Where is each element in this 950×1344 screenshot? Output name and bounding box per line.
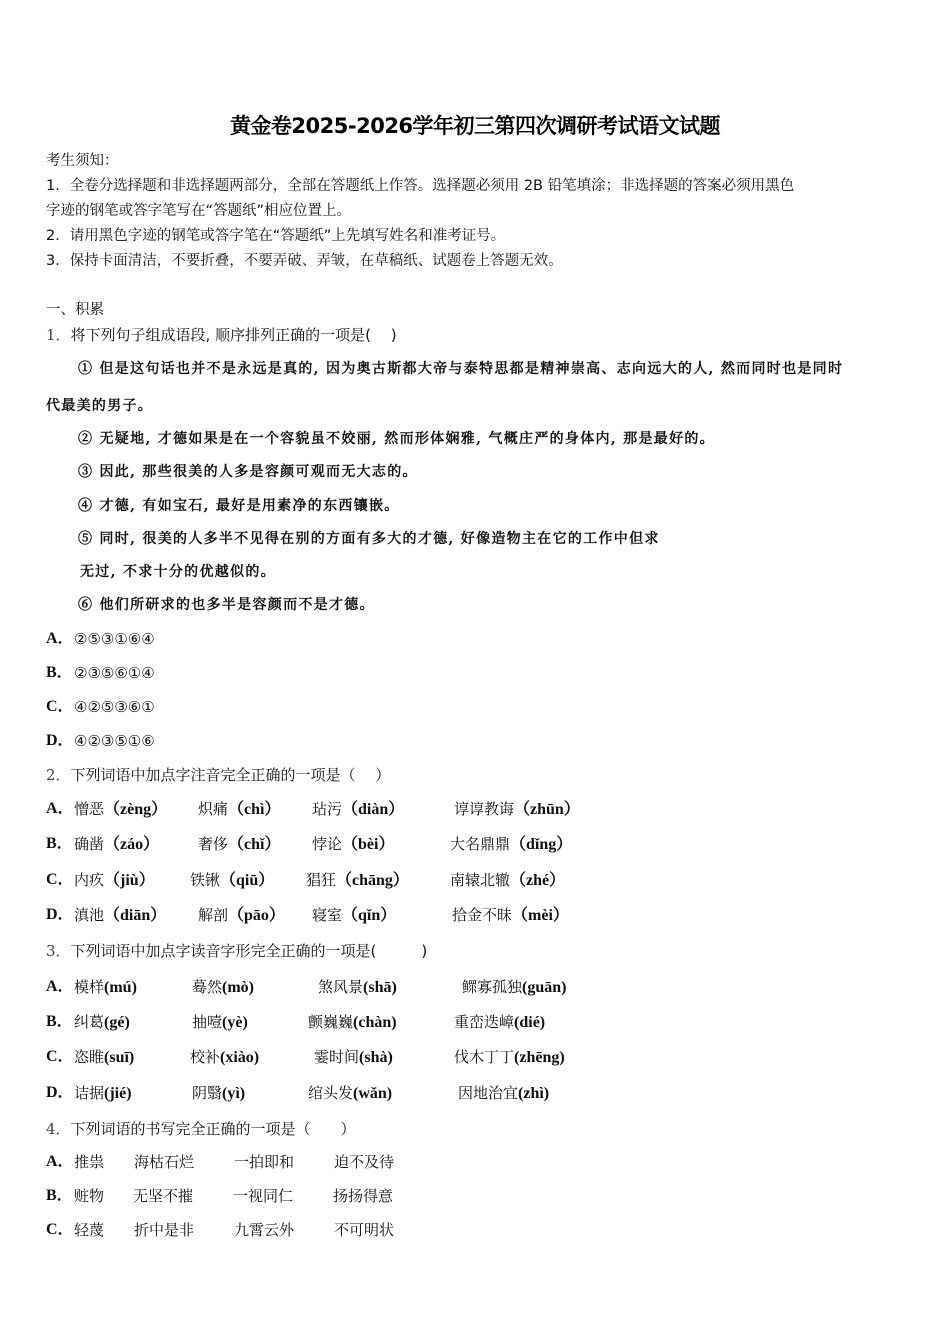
option-word: 九霄云外 [234, 1221, 295, 1239]
option-item: 霎时间(shà) [314, 1048, 393, 1066]
page-title: 黄金卷2025-2026学年初三第四次调研考试语文试题 [229, 114, 721, 138]
sentence-6: ⑥ 他们所研求的也多半是容颜而不是才德。 [78, 597, 375, 613]
option-item: 拾金不昧（mèi） [452, 906, 569, 924]
option-label: B． [46, 664, 73, 681]
section-heading: 一、积累 [46, 302, 104, 318]
option-label: A． [46, 1153, 74, 1170]
question-number: 3． [46, 942, 71, 960]
option-item: 纠葛(gé) [74, 1013, 130, 1031]
sentence-1-cont: 代最美的男子。 [46, 398, 154, 414]
option-item: 诘据(jié) [74, 1084, 132, 1102]
option-item: 阴翳(yì) [192, 1084, 246, 1102]
option-c[interactable] [46, 1046, 646, 1068]
option-word: 海枯石烂 [134, 1153, 195, 1171]
option-item: 谆谆教诲（zhūn） [454, 800, 580, 818]
option-label: D． [46, 732, 74, 749]
option-item: 铁锹（qiū） [190, 871, 275, 889]
option-word: 迫不及待 [334, 1153, 395, 1171]
question-stem [46, 325, 397, 345]
question-number: 4． [46, 1120, 71, 1138]
option-word: 轻蔑 [74, 1221, 105, 1239]
option-label: B． [46, 1013, 73, 1030]
option-item: 校补(xiào) [190, 1048, 260, 1066]
notice-line: 1．全卷分选择题和非选择题两部分，全部在答题纸上作答。选择题必须用 2B 铅笔填涂；非选择题的答案必须用黑色 [46, 178, 795, 194]
question-text: 下列词语中加点字读音字形完全正确的一项是( ) [70, 942, 428, 960]
option-item: 炽痛（chì） [198, 800, 281, 818]
option-item: 伐木丁丁(zhēng) [454, 1048, 565, 1066]
notice-heading: 考生须知： [46, 153, 119, 169]
sentence-3: ③ 因此, 那些很美的人多是容颜可观而无大志的。 [78, 464, 418, 480]
option-label: A． [46, 800, 74, 817]
option-word: 一拍即和 [234, 1153, 295, 1171]
option-item: 绾头发(wǎn) [308, 1084, 393, 1102]
option-word: 赃物 [74, 1187, 105, 1205]
option-b[interactable] [46, 1011, 646, 1033]
question-text: 下列词语的书写完全正确的一项是（ ） [70, 1120, 356, 1138]
option-item: 颤巍巍(chàn) [308, 1013, 397, 1031]
option-item: 抽噎(yè) [192, 1013, 248, 1031]
option-text: ④②③⑤①⑥ [74, 732, 155, 750]
question-stem [46, 765, 390, 785]
sentence-5: ⑤ 同时, 很美的人多半不见得在别的方面有多大的才德, 好像造物主在它的工作中但求 [78, 531, 660, 547]
option-word: 一视同仁 [233, 1187, 294, 1205]
sentence-5-cont: 无过, 不求十分的优越似的。 [80, 564, 276, 580]
option-item: 猖狂（chāng） [306, 871, 409, 889]
question-text: 下列词语中加点字注音完全正确的一项是（ ） [70, 766, 391, 784]
option-item: 蓦然(mò) [192, 978, 254, 996]
option-d[interactable] [46, 904, 646, 926]
option-item: 大名鼎鼎（dǐng） [450, 835, 573, 853]
option-item: 解剖（pāo） [198, 906, 285, 924]
question-text: 将下列句子组成语段, 顺序排列正确的一项是( ) [70, 326, 397, 344]
option-text: ④②⑤③⑥① [74, 698, 155, 716]
option-word: 推祟 [74, 1153, 105, 1171]
notice-line: 3．保持卡面清洁，不要折叠，不要弄破、弄皱，在草稿纸、试题卷上答题无效。 [46, 253, 563, 269]
option-label: C． [46, 1221, 74, 1238]
option-text: ②③⑤⑥①④ [74, 664, 155, 682]
option-word: 无坚不摧 [133, 1187, 194, 1205]
option-label: D． [46, 1084, 74, 1101]
sentence-4: ④ 才德, 有如宝石, 最好是用素净的东西镶嵌。 [78, 498, 400, 514]
option-label: A． [46, 978, 74, 995]
option-item: 悖论（bèi） [312, 835, 395, 853]
option-a[interactable] [46, 628, 446, 650]
option-c[interactable] [46, 869, 646, 891]
option-label: B． [46, 835, 73, 852]
option-d[interactable] [46, 1082, 646, 1104]
option-item: 憎恶（zèng） [74, 800, 168, 818]
option-item: 重峦迭嶂(dié) [454, 1013, 546, 1031]
option-item: 煞风景(shā) [318, 978, 397, 996]
option-item: 确凿（záo） [74, 835, 160, 853]
option-label: B． [46, 1187, 73, 1204]
option-label: C． [46, 698, 74, 715]
option-item: 内疚（jiù） [74, 871, 155, 889]
sentence-2: ② 无疑地, 才德如果是在一个容貌虽不姣丽, 然而形体娴雅, 气概庄严的身体内, 那是最好的。 [78, 431, 715, 447]
option-a[interactable] [46, 976, 646, 998]
option-c[interactable] [46, 1219, 466, 1241]
option-d[interactable] [46, 730, 446, 752]
option-word: 折中是非 [134, 1221, 195, 1239]
option-label: C． [46, 871, 74, 888]
question-stem [46, 1119, 356, 1139]
option-item: 模样(mú) [74, 978, 137, 996]
option-item: 恣睢(suī) [74, 1048, 135, 1066]
option-b[interactable] [46, 1185, 466, 1207]
option-item: 鳏寡孤独(guān) [462, 978, 567, 996]
option-text: ②⑤③①⑥④ [74, 630, 155, 648]
question-number: 1． [46, 326, 71, 344]
option-item: 寝室（qǐn） [312, 906, 397, 924]
question-number: 2． [46, 766, 71, 784]
option-c[interactable] [46, 696, 446, 718]
option-item: 因地治宜(zhì) [458, 1084, 550, 1102]
option-item: 南辕北辙（zhé） [450, 871, 566, 889]
option-a[interactable] [46, 1151, 466, 1173]
option-label: A． [46, 630, 74, 647]
option-word: 不可明状 [334, 1221, 395, 1239]
notice-line: 字迹的钢笔或答字笔写在“答题纸”相应位置上。 [46, 203, 352, 219]
option-b[interactable] [46, 662, 446, 684]
option-a[interactable] [46, 798, 646, 820]
option-item: 玷污（diàn） [312, 800, 405, 818]
sentence-1: ① 但是这句话也并不是永远是真的, 因为奥古斯都大帝与泰特思都是精神崇高、志向远大的人, 然而同时也是同时 [78, 361, 844, 377]
option-b[interactable] [46, 833, 646, 855]
notice-line: 2．请用黑色字迹的钢笔或答字笔在“答题纸”上先填写姓名和准考证号。 [46, 228, 506, 244]
option-item: 滇池（diān） [74, 906, 167, 924]
option-label: D． [46, 906, 74, 923]
option-item: 奢侈（chǐ） [198, 835, 281, 853]
option-label: C． [46, 1048, 74, 1065]
option-word: 扬扬得意 [333, 1187, 394, 1205]
question-stem [46, 941, 427, 961]
